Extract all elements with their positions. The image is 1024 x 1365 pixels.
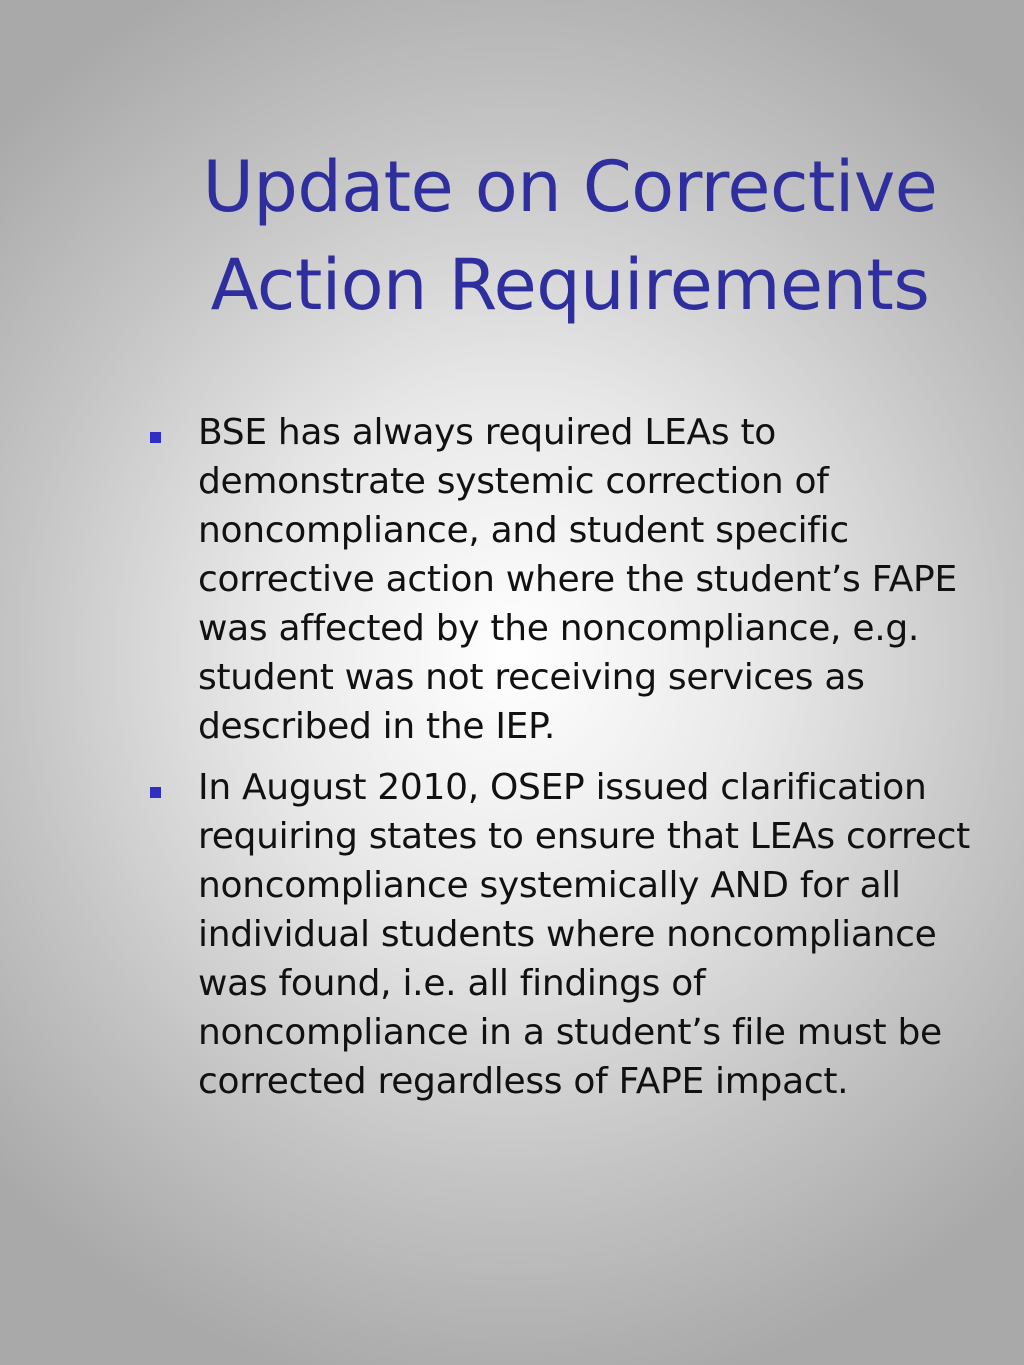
bullet-text: BSE has always required LEAs to demonstrate systemic correction of noncompliance, and student specific corrective action where the student’s FAPE was affected by the noncompliance, e.g. student was not receiving services as described in the IEP. (198, 412, 957, 747)
bullet-item (146, 408, 986, 751)
bullet-list (146, 408, 986, 1118)
slide-title: Update on Corrective Action Requirements (202, 146, 938, 326)
square-bullet-icon (150, 432, 161, 443)
bullet-item (146, 763, 986, 1106)
bullet-text: In August 2010, OSEP issued clarification requiring states to ensure that LEAs correct noncompliance systemically AND for all individual students where noncompliance was found, i.e. all findings of noncompliance in a student’s file must be corrected regardless of FAPE impact. (198, 767, 970, 1102)
square-bullet-icon (150, 787, 161, 798)
